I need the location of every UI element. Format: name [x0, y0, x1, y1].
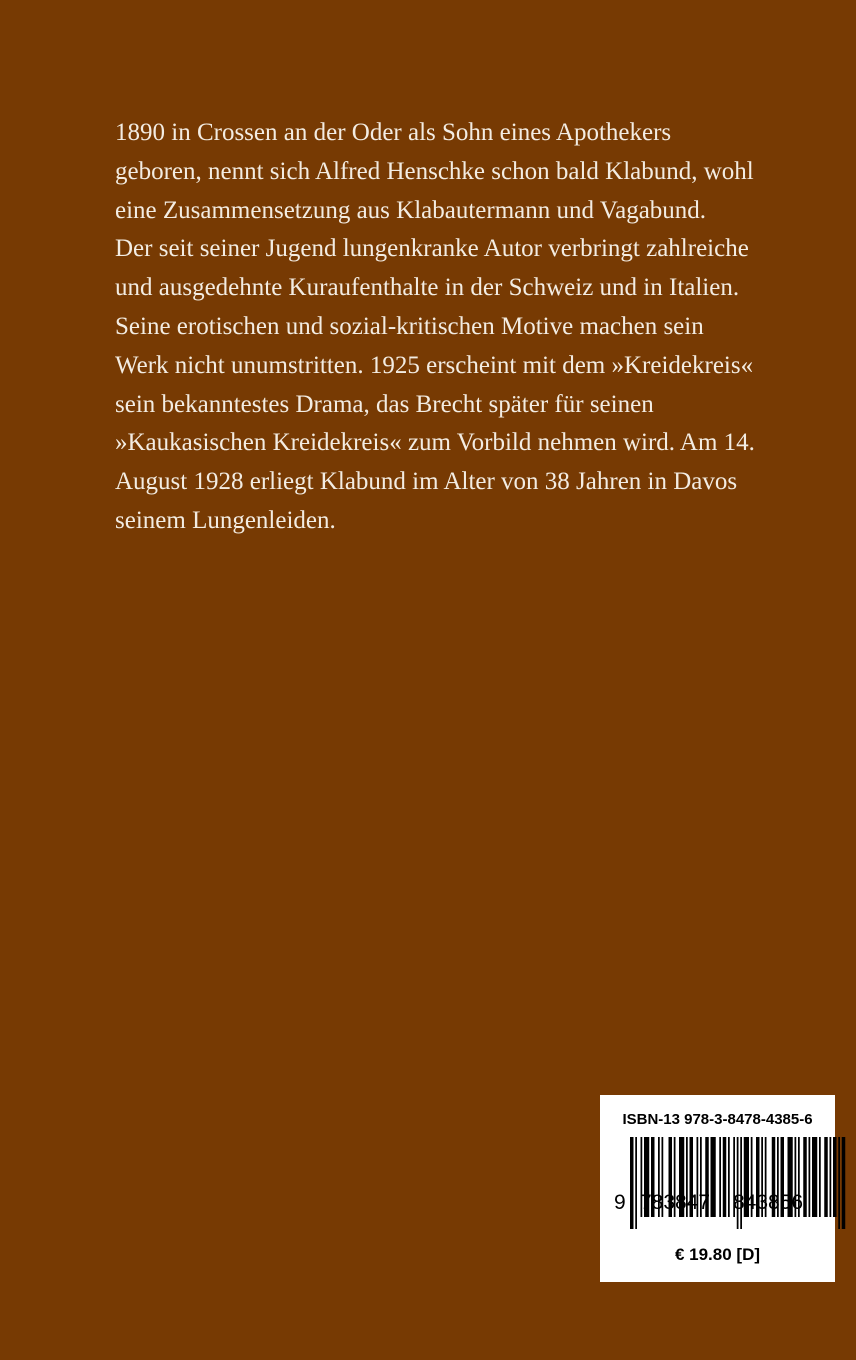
barcode-bar — [833, 1137, 837, 1217]
blurb-line: 1890 in Crossen an der Oder als Sohn eines Apothekers — [115, 119, 672, 146]
barcode-guard-bar — [838, 1137, 840, 1229]
blurb-line: Werk nicht unumstritten. 1925 erscheint mit dem »Kreidekreis« — [115, 351, 754, 379]
blurb-line: Der seit seiner Jugend lungenkranke Autor verbringt zahlreiche — [115, 235, 749, 263]
barcode-bar — [711, 1137, 716, 1217]
blurb-line: »Kaukasischen Kreidekreis« zum Vorbild nehmen wird. Am 14. — [115, 429, 755, 457]
barcode-guard-bar — [842, 1137, 846, 1229]
barcode-box — [600, 1095, 835, 1282]
barcode-bar — [824, 1137, 828, 1217]
blurb-line: eine Zusammensetzung aus Klabautermann und Vagabund. — [115, 196, 707, 224]
barcode-bar — [719, 1137, 721, 1217]
barcode-guard-bar — [630, 1137, 634, 1229]
price-label: € 19.80 [D] — [674, 1245, 761, 1264]
barcode-bar — [812, 1137, 817, 1217]
barcode-guard-bar — [635, 1137, 637, 1229]
barcode-guard-bar — [737, 1137, 739, 1229]
barcode-bar — [728, 1137, 730, 1217]
barcode-bar — [819, 1137, 821, 1217]
barcode-bar — [809, 1137, 811, 1217]
blurb-line: seinem Lungenleiden. — [115, 506, 336, 534]
barcode-bar — [723, 1137, 727, 1217]
blurb-line: August 1928 erliegt Klabund im Alter von 38 Jahren in Davos — [115, 468, 738, 496]
blurb-line: sein bekanntestes Drama, das Brecht später für seinen — [115, 390, 654, 418]
barcode-bars-icon — [630, 1137, 846, 1229]
blurb-line: geboren, nennt sich Alfred Henschke schon bald Klabund, wohl — [115, 157, 754, 185]
barcode-digit-first: 9 — [614, 1191, 626, 1214]
barcode-digits-right: 843856 — [733, 1191, 804, 1214]
isbn-label: ISBN-13 978-3-8478-4385-6 — [622, 1111, 813, 1128]
blurb-line: Seine erotischen und sozial-kritischen Motive machen sein — [115, 312, 704, 340]
barcode-digits-left: 783847 — [640, 1191, 711, 1214]
blurb-text — [115, 114, 815, 541]
barcode-guard-bar — [740, 1137, 742, 1229]
blurb-line: und ausgedehnte Kuraufenthalte in der Schweiz und in Italien. — [115, 274, 740, 302]
barcode-bar — [803, 1137, 807, 1217]
barcode-bar — [830, 1137, 832, 1217]
